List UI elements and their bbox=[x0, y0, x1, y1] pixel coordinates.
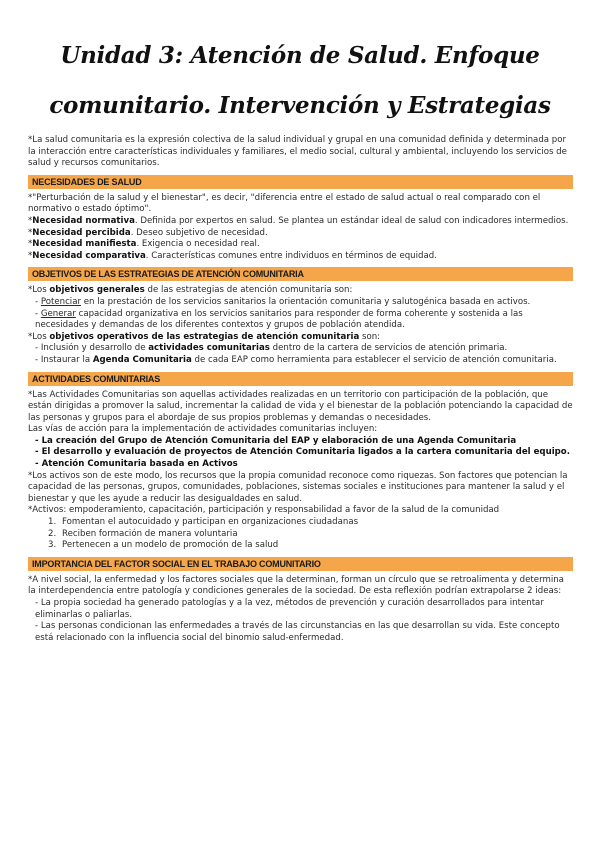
objetivo-operativo-item: - Inclusión y desarrollo de actividades comunitarias dentro de la cartera de servicios de atención primaria. bbox=[35, 343, 508, 354]
document-body bbox=[28, 135, 573, 644]
activos-paragraph: *Los activos son de este modo, los recursos que la propia comunidad reconoce como riquezas. Son factores que potencian la capacidad de las personas, grupos, comunidades, poblaciones, sistemas sociales e instituciones para mantener la salud y el bienestar y que les ayude a reducir las desigualdades en salud. bbox=[28, 470, 568, 504]
necesidad-item: *Necesidad comparativa. Características comunes entre individuos en términos de equidad. bbox=[28, 250, 437, 261]
necesidad-item: *Necesidad percibida. Deseo subjetivo de necesidad. bbox=[28, 227, 268, 238]
via-accion-item: - La creación del Grupo de Atención Comunitaria del EAP y elaboración de una Agenda Comunitaria bbox=[35, 435, 517, 446]
page-title-line2: comunitario. Intervención y Estrategias bbox=[49, 92, 551, 119]
necesidad-definition: *"Perturbación de la salud y el bienestar", es decir, "diferencia entre el estado de salud actual o real comparado con el normativo o estado óptimo". bbox=[28, 192, 541, 215]
section-header-objetivos: OBJETIVOS DE LAS ESTRATEGIAS DE ATENCIÓN COMUNITARIA bbox=[28, 267, 573, 281]
via-accion-item: - El desarrollo y evaluación de proyectos de Atención Comunitaria ligados a la cartera comunitaria del equipo. bbox=[35, 447, 570, 458]
necesidad-item: *Necesidad normativa. Definida por expertos en salud. Se plantea un estándar ideal de salud con indicadores intermedios. bbox=[28, 215, 569, 226]
factor-social-item: - Las personas condicionan las enfermedades a través de las circunstancias en las que desarrollan su vida. Este concepto está relacionado con la influencia social del binomio salud-enfermedad. bbox=[35, 621, 560, 643]
section-header-actividades: ACTIVIDADES COMUNITARIAS bbox=[28, 372, 573, 386]
objetivo-general-item: - Potenciar en la prestación de los servicios sanitarios la orientación comunitaria y salutogénica basada en activos. bbox=[35, 296, 531, 307]
section-header-necesidades: NECESIDADES DE SALUD bbox=[28, 175, 573, 189]
intro-paragraph: *La salud comunitaria es la expresión colectiva de la salud individual y grupal en una comunidad definida y determinada por la interacción entre características individuales y familiares, el medio social, cultural y ambiental, incluyendo los servicios de salud y recursos comunitarios. bbox=[28, 135, 567, 169]
activos-list-item: 2. Reciben formación de manera voluntaria bbox=[48, 528, 238, 539]
page-title-line1: Unidad 3: Atención de Salud. Enfoque bbox=[60, 42, 540, 69]
objetivos-generales-intro: *Los objetivos generales de las estrategias de atención comunitaria son: bbox=[28, 285, 353, 296]
factor-social-paragraph: *A nivel social, la enfermedad y los factores sociales que la determinan, forman un círculo que se retroalimenta y determina la interdependencia entre patología y condiciones generales de la sociedad. De esta reflexión podrían extrapolarse 2 ideas: bbox=[28, 574, 564, 597]
objetivos-operativos-intro: *Los objetivos operativos de las estrategias de atención comunitaria son: bbox=[28, 331, 381, 342]
vias-accion-intro: Las vías de acción para la implementación de actividades comunitarias incluyen: bbox=[28, 424, 378, 435]
objetivo-general-item: - Generar capacidad organizativa en los servicios sanitarios para responder de forma coherente y sostenida a las necesidades y demandas de los diferentes contextos y grupos de población atendida. bbox=[35, 308, 523, 331]
activos-list-item: 3. Pertenecen a un modelo de promoción de la salud bbox=[48, 540, 279, 551]
actividades-paragraph: *Las Actividades Comunitarias son aquellas actividades realizadas en un territorio con participación de la población, que están dirigidas a promover la salud, incrementar la calidad de vida y el bienestar de la población potenciando la capacidad de las personas y grupos para el abordaje de sus propios problemas y demandas o necesidades. bbox=[28, 389, 573, 423]
activos-summary: *Activos: empoderamiento, capacitación, participación y responsabilidad a favor de la salud de la comunidad bbox=[28, 505, 500, 516]
section-header-factor-social: IMPORTANCIA DEL FACTOR SOCIAL EN EL TRABAJO COMUNITARIO bbox=[28, 557, 573, 571]
factor-social-item: - La propia sociedad ha generado patologías y a la vez, métodos de prevención y curación desarrollados para intentar eliminarlas o paliarlas. bbox=[35, 598, 544, 620]
activos-list-item: 1. Fomentan el autocuidado y participan en organizaciones ciudadanas bbox=[48, 517, 359, 528]
objetivo-operativo-item: - Instaurar la Agenda Comunitaria de cada EAP como herramienta para establecer el servicio de atención comunitaria. bbox=[35, 354, 557, 365]
via-accion-item: - Atención Comunitaria basada en Activos bbox=[35, 459, 238, 470]
necesidad-item: *Necesidad manifiesta. Exigencia o necesidad real. bbox=[28, 239, 260, 250]
